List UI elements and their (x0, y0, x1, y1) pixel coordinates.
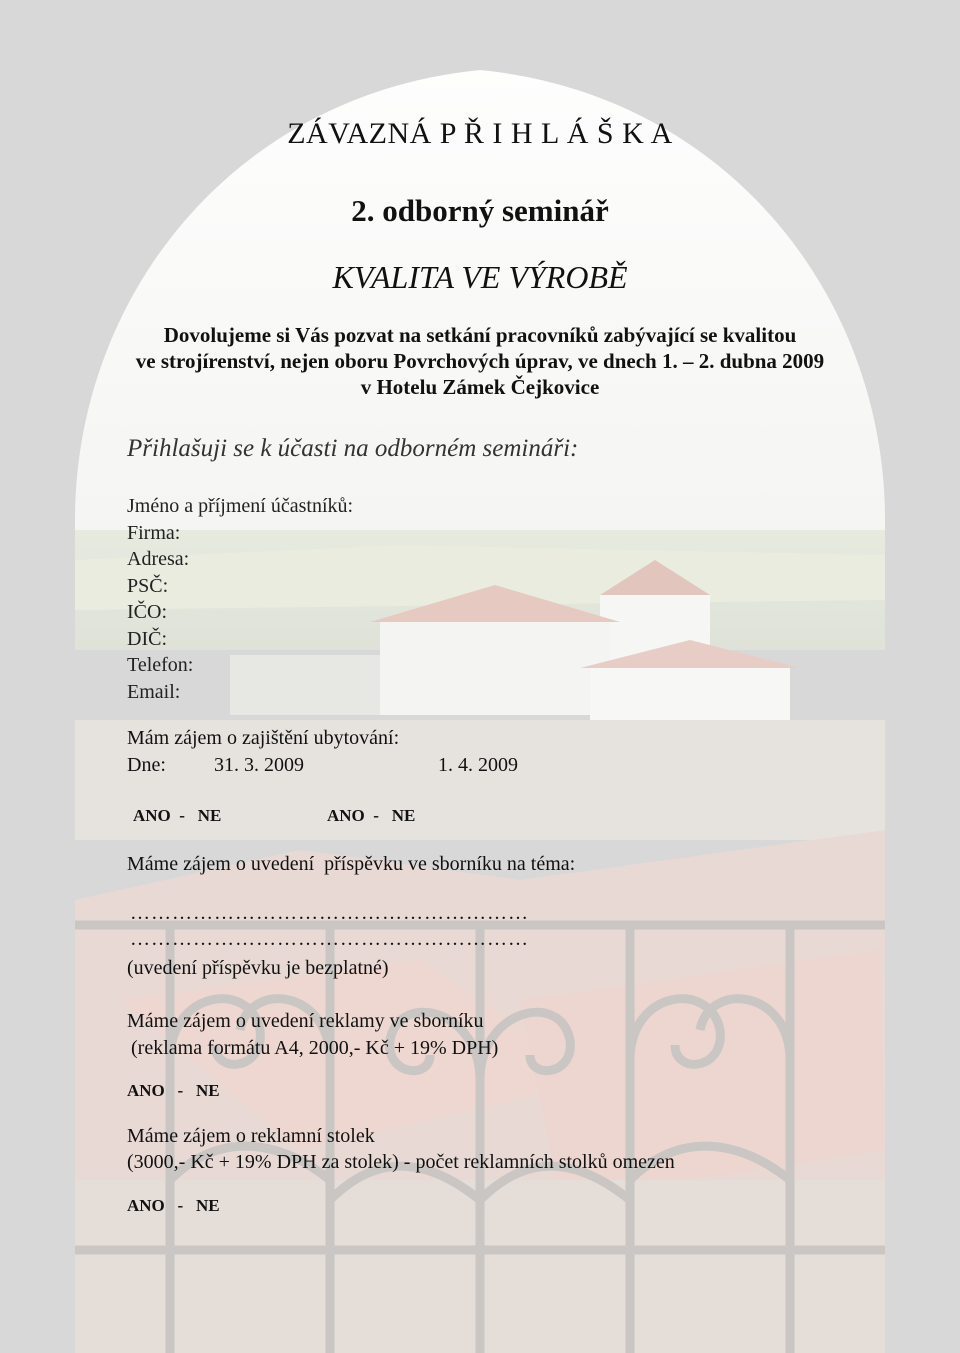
invitation-line: Dovolujeme si Vás pozvat na setkání pracovníků zabývající se kvalitou (163, 323, 797, 347)
contribution-label: Máme zájem o uvedení příspěvku ve sborníku na téma: (127, 853, 576, 875)
invitation-line: ve strojírenství, nejen oboru Povrchových úprav, ve dnech 1. – 2. dubna 2009 (135, 349, 825, 373)
accommodation-choice-2[interactable]: ANO - NE (327, 806, 416, 825)
stand-choice[interactable]: ANO - NE (127, 1196, 220, 1215)
accommodation-label: Mám zájem o zajištění ubytování: (127, 727, 400, 749)
contribution-topic-line-2[interactable]: ………………………………………………… (130, 928, 529, 950)
accommodation-date-1: 31. 3. 2009 (214, 754, 304, 776)
field-label-phone: Telefon: (127, 654, 194, 676)
advert-choice[interactable]: ANO - NE (127, 1081, 220, 1100)
field-label-address: Adresa: (127, 548, 190, 570)
contribution-topic-line-1[interactable]: ………………………………………………… (130, 902, 529, 924)
field-label-ico: IČO: (127, 601, 167, 623)
invitation-line: v Hotelu Zámek Čejkovice (360, 375, 600, 399)
registration-heading: Přihlašuji se k účasti na odborném semináři: (127, 435, 579, 462)
participant-fields (127, 493, 353, 705)
invitation-text (0, 322, 960, 400)
accommodation-choice-1[interactable]: ANO - NE (133, 806, 222, 825)
field-label-postcode: PSČ: (127, 574, 169, 597)
field-label-email: Email: (127, 680, 181, 703)
seminar-subtitle: 2. odborný seminář (351, 193, 609, 228)
field-label-company: Firma: (127, 521, 181, 544)
accommodation-date-2: 1. 4. 2009 (438, 754, 518, 776)
contribution-note: (uvedení příspěvku je bezplatné) (127, 957, 389, 979)
seminar-theme: KVALITA VE VÝROBĚ (332, 259, 628, 295)
accommodation-date-label: Dne: (127, 754, 166, 776)
advert-label: Máme zájem o uvedení reklamy ve sborníku (127, 1010, 484, 1032)
form-title: ZÁVAZNÁ P Ř I H L Á Š K A (287, 117, 673, 150)
stand-price: (3000,- Kč + 19% DPH za stolek) - počet reklamních stolků omezen (127, 1151, 675, 1173)
field-label-name: Jméno a příjmení účastníků: (127, 495, 354, 517)
advert-price: (reklama formátu A4, 2000,- Kč + 19% DPH) (131, 1037, 499, 1059)
field-label-dic: DIČ: (127, 627, 167, 650)
stand-label: Máme zájem o reklamní stolek (127, 1125, 375, 1147)
